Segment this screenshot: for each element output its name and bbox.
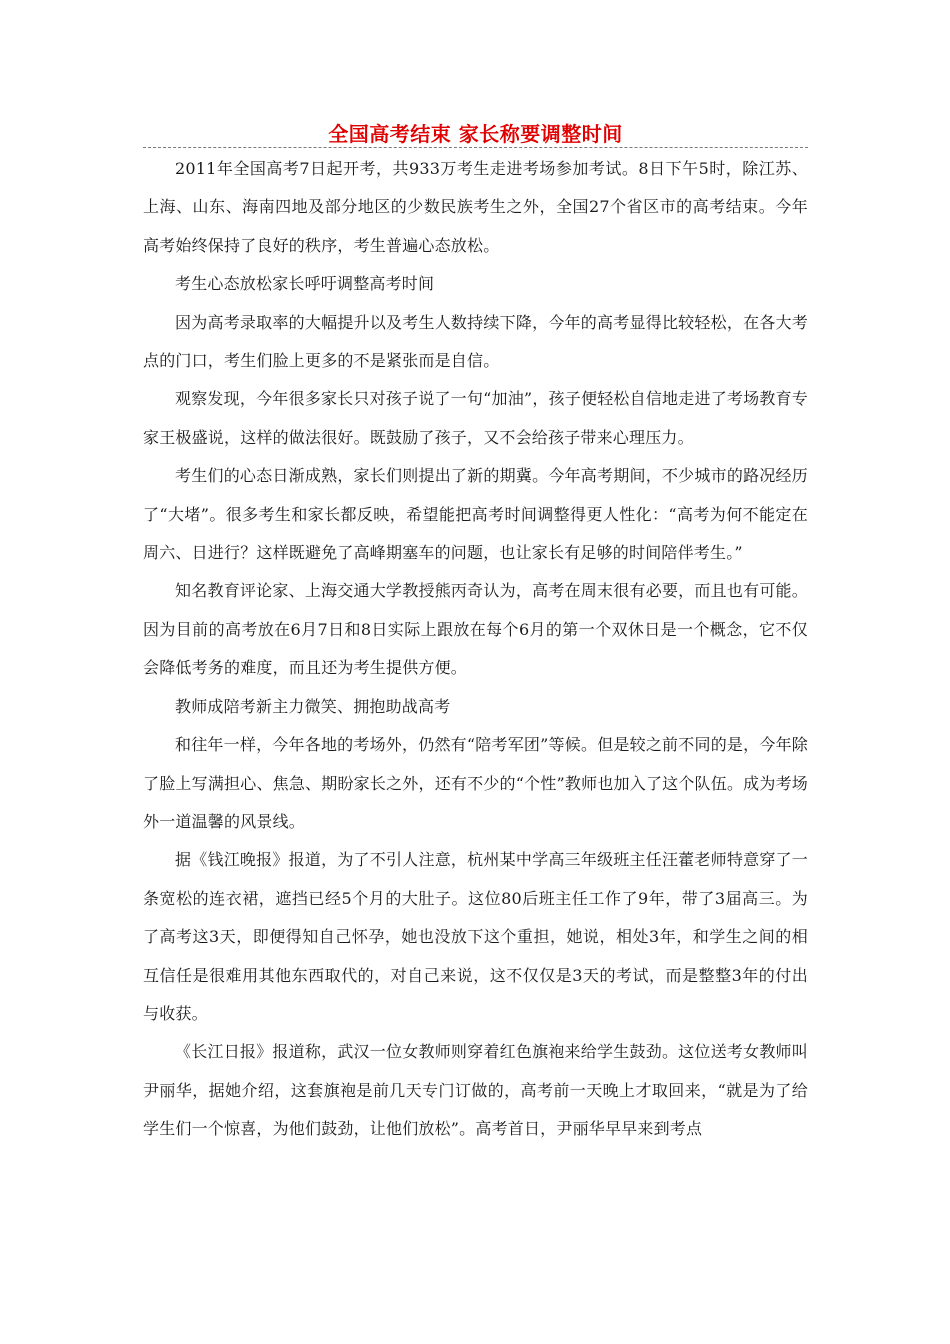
paragraph-4: 考生们的心态日渐成熟，家长们则提出了新的期冀。今年高考期间，不少城市的路况经历了“大堵”。很多考生和家长都反映，希望能把高考时间调整得更人性化：“高考为何不能定在周六、日进行？这样既避免了高峰期塞车的问题，也让家长有足够的时间陪伴考生。” [143,466,808,563]
paragraph-8: 《长江日报》报道称，武汉一位女教师则穿着红色旗袍来给学生鼓劲。这位送考女教师叫尹丽华，据她介绍，这套旗袍是前几天专门订做的，高考前一天晚上才取回来，“就是为了给学生们一个惊喜，为他们鼓劲，让他们放松”。高考首日，尹丽华早早来到考点 [143,1042,808,1139]
article-body [143,150,808,1149]
paragraph-1: 2011年全国高考7日起开考，共933万考生走进考场参加考试。8日下午5时，除江苏、上海、山东、海南四地及部分地区的少数民族考生之外，全国27个省区市的高考结束。今年高考始终保持了良好的秩序，考生普遍心态放松。 [143,159,808,255]
paragraph-2: 因为高考录取率的大幅提升以及考生人数持续下降，今年的高考显得比较轻松，在各大考点的门口，考生们脸上更多的不是紧张而是自信。 [143,312,808,371]
article-title-wrap [143,120,808,148]
title-row [143,120,808,150]
paragraph-3: 观察发现，今年很多家长只对孩子说了一句“加油”，孩子便轻松自信地走进了考场教育专家王极盛说，这样的做法很好。既鼓励了孩子，又不会给孩子带来心理压力。 [143,389,808,447]
article-title: 全国高考结束 家长称要调整时间 [324,122,626,146]
section-heading-1: 考生心态放松家长呼吁调整高考时间 [175,274,435,294]
section-heading-2: 教师成陪考新主力微笑、拥抱助战高考 [175,696,451,716]
paragraph-7: 据《钱江晚报》报道，为了不引人注意，杭州某中学高三年级班主任汪藿老师特意穿了一条宽松的连衣裙，遮挡已经5个月的大肚子。这位80后班主任工作了9年，带了3届高三。为了高考这3天，即便得知自己怀孕，她也没放下这个重担，她说，相处3年，和学生之间的相互信任是很难用其他东西取代的，对自己来说，这不仅仅是3天的考试，而是整整3年的付出与收获。 [143,850,808,1023]
paragraph-6: 和往年一样，今年各地的考场外，仍然有“陪考军团”等候。但是较之前不同的是，今年除了脸上写满担心、焦急、期盼家长之外，还有不少的“个性”教师也加入了这个队伍。成为考场外一道温馨的风景线。 [143,735,808,831]
paragraph-5: 知名教育评论家、上海交通大学教授熊丙奇认为，高考在周末很有必要，而且也有可能。因为目前的高考放在6月7日和8日实际上跟放在每个6月的第一个双休日是一个概念，它不仅会降低考务的难度，而且还为考生提供方便。 [143,581,808,678]
